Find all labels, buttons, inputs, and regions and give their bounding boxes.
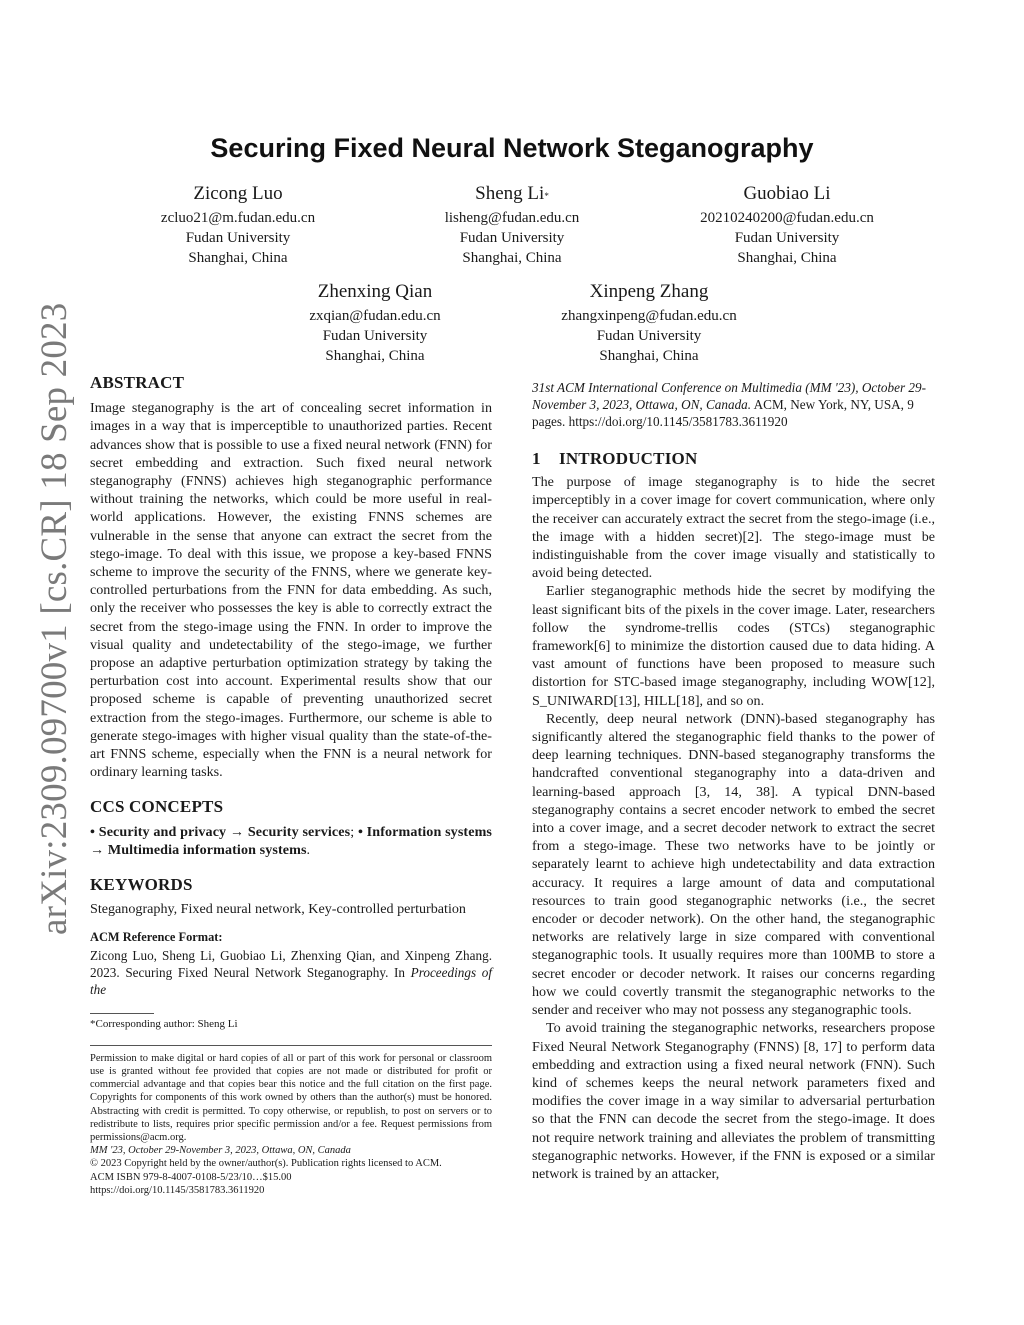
ccs-concept: • Information systems → Multimedia information systems xyxy=(90,823,492,858)
author-block xyxy=(637,181,937,268)
author-email: 20210240200@fudan.edu.cn xyxy=(700,210,874,226)
intro-paragraph: Recently, deep neural network (DNN)-based steganography has significantly altered the steganographic field thanks to the power of deep learning techniques. DNN-based steganography transforms the handcrafted conventional steganography into a data-driven and learning-based approach [3, 14, 38]. A typical DNN-based steganography contains a secret encoder network to embed the secret into a cover image, and a secret decoder network to extract the secret from a stego-image. These two networks have to be jointly or separately learnt to achieve high undetectability and data extraction accuracy. It requires a large amount of data and computational resources to train good steganographic networks (i.e., the secret encoder or decoder network). On the other hand, the steganographic networks are relatively large in size compared with conventional steganographic tools. It usually requires more than 100MB to store a secret encoder or decoder network. It raises our concerns regarding how we could covertly transmit the steganographic networks to the sender and receiver who may not possess any steganographic tools. xyxy=(532,710,935,1019)
introduction-heading: 1 INTRODUCTION xyxy=(532,449,698,468)
author-location: Shanghai, China xyxy=(599,348,699,364)
intro-paragraph: To avoid training the steganographic networks, researchers propose Fixed Neural Network Steganography (FNNS) [8, 17] to perform data embedding and extraction using a fixed neural network (FNN). Such kind of schemes keeps the neural network parameters fixed and modifies the cover image in a way similar to adversarial perturbation so that the FNN can decode the secret from the stego-image. It does not require network training and alleviates the problem of transmitting steganographic networks. However, if the FNN is exposed or a similar network is trained by an attacker, xyxy=(532,1020,935,1182)
footnote-rule xyxy=(90,1013,154,1014)
conference-line: MM '23, October 29-November 3, 2023, Ottawa, ON, Canada xyxy=(90,1145,351,1157)
permission-notice: Permission to make digital or hard copies of all or part of this work for personal or classroom use is granted without fee provided that copies are not made or distributed for profit or commercial advantage and that copies bear this notice and the full citation on the first page. Copyrights for components of this work owned by others than the author(s) must be honored. Abstracting with credit is permitted. To copy otherwise, or republish, to post on servers or to redistribute to lists, requires prior specific permission and/or a fee. Request permissions from permissions@acm.org. xyxy=(90,1052,492,1143)
author-block xyxy=(362,181,662,268)
intro-paragraph: The purpose of image steganography is to hide the secret imperceptibly in a cover image for covert communication, where only the receiver can accurately extract the secret from the stego-image (i.e., the image with a hidden secret)[2]. The stego-image must be indistinguishable from the cover image visually and statistically to avoid being detected. xyxy=(532,474,935,582)
author-location: Shanghai, China xyxy=(737,250,837,266)
author-email: zcluo21@m.fudan.edu.cn xyxy=(160,210,316,226)
keywords-heading: KEYWORDS xyxy=(90,875,193,895)
right-column xyxy=(532,379,935,1183)
acm-reference-heading: ACM Reference Format: xyxy=(90,930,223,945)
corresponding-author-mark: * xyxy=(544,191,549,201)
author-name: Guobiao Li xyxy=(743,183,831,204)
author-name: Zhenxing Qian xyxy=(317,281,433,302)
acm-reference-text: Zicong Luo, Sheng Li, Guobiao Li, Zhenxing Qian, and Xinpeng Zhang. 2023. Securing Fixed Neural Network Steganography. In Proceedings of the xyxy=(90,947,492,997)
doi-line: https://doi.org/10.1145/3581783.3611920 xyxy=(90,1184,265,1196)
ccs-heading: CCS CONCEPTS xyxy=(90,797,224,817)
left-column xyxy=(90,374,492,1197)
author-name: Zicong Luo xyxy=(193,183,283,204)
paper-title: Securing Fixed Neural Network Steganography xyxy=(210,133,814,163)
author-block xyxy=(225,279,525,366)
section-number: 1 xyxy=(532,449,541,468)
author-block xyxy=(499,279,799,366)
intro-paragraph: Earlier steganographic methods hide the secret by modifying the least significant bits of the pixels in the cover image. Later, researchers follow the syndrome-trellis codes (STCs) steganographic framework[6] to minimize the distortion caused due to data hiding. A vast amount of functions have been proposed to measure such distortion for STC-based image steganography, including WOW[12], S_UNIWARD[13], HILL[18], and so on. xyxy=(532,583,935,709)
author-email: zhangxinpeng@fudan.edu.cn xyxy=(561,308,737,324)
ccs-concept: • Security and privacy → Security services xyxy=(90,823,351,840)
author-email: zxqian@fudan.edu.cn xyxy=(309,308,441,324)
abstract-text: Image steganography is the art of concealing secret information in images in a way that is imperceptible to unauthorized parties. Recent advances show that is possible to use a fixed neural network (FNN) for secret embedding and extraction. Such fixed neural network steganography (FNNS) achieves high steganographic performance without training the networks, which could be more useful in real-world applications. However, the existing FNNS schemes are vulnerable in the sense that anyone can extract the secret from the stego-image. To deal with this issue, we propose a key-based FNNS scheme to improve the security of the FNNS, where we generate key-controlled perturbations from the FNN for data embedding. As such, only the receiver who possesses the key is able to correctly extract the secret from the stego-image using the FNN. In order to improve the visual quality and undetectability of the stego-image, we further propose an adaptive perturbation optimization strategy by taking the perturbation cost into account. Experimental results show that our proposed scheme is capable of preventing unauthorized secret extraction from the stego-images. Furthermore, our scheme is able to generate stego-images with higher visual quality than the state-of-the-art FNNS scheme, especially when the FNN is a neural network for ordinary learning tasks. xyxy=(90,400,492,781)
author-email: lisheng@fudan.edu.cn xyxy=(444,210,580,226)
acm-reference-continued: 31st ACM International Conference on Multimedia (MM '23), October 29-November 3, 2023, Ottawa, ON, Canada. ACM, New York, NY, USA, 9 pages. https://doi.org/10.1145/3581783.3611920 xyxy=(532,380,926,429)
author-name: Sheng Li xyxy=(475,183,545,204)
keywords-text: Steganography, Fixed neural network, Key-controlled perturbation xyxy=(90,901,466,918)
author-affiliation: Fudan University xyxy=(596,328,702,344)
author-block xyxy=(88,181,388,268)
author-location: Shanghai, China xyxy=(188,250,288,266)
author-affiliation: Fudan University xyxy=(322,328,428,344)
arxiv-side-stamp: arXiv:2309.09700v1 [cs.CR] 18 Sep 2023 xyxy=(34,302,75,935)
author-affiliation: Fudan University xyxy=(185,230,291,246)
author-affiliation: Fudan University xyxy=(734,230,840,246)
corresponding-author-footnote: *Corresponding author: Sheng Li xyxy=(90,1017,238,1030)
permission-rule xyxy=(90,1045,492,1046)
author-location: Shanghai, China xyxy=(462,250,562,266)
abstract-heading: ABSTRACT xyxy=(90,373,185,392)
author-affiliation: Fudan University xyxy=(459,230,565,246)
ccs-concepts: • Security and privacy → Security services; • Information systems → Multimedia information systems. xyxy=(90,823,492,858)
author-location: Shanghai, China xyxy=(325,348,425,364)
author-name: Xinpeng Zhang xyxy=(589,281,709,302)
isbn-line: ACM ISBN 979-8-4007-0108-5/23/10…$15.00 xyxy=(90,1171,292,1183)
copyright-line: © 2023 Copyright held by the owner/author(s). Publication rights licensed to ACM. xyxy=(90,1158,442,1170)
